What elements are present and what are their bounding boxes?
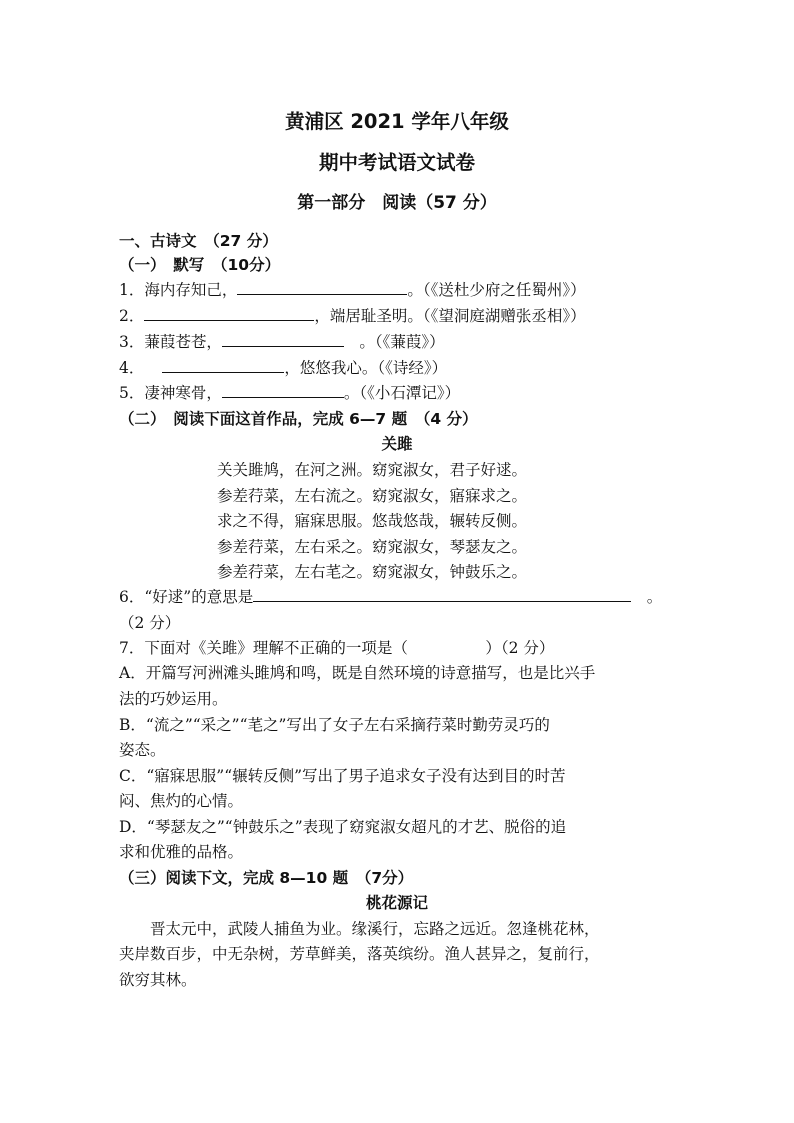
question-3-text: 3．蒹葭苍苍， (119, 333, 222, 351)
question-6-text: 6．“好逑”的意思是 (119, 588, 254, 606)
section2-heading: （二） 阅读下面这首作品，完成 6—7 题 （4 分） (119, 410, 478, 428)
answer-blank-6[interactable] (253, 586, 631, 602)
question-3-source: 。（《蒹葭》） (343, 333, 445, 351)
exam-title-line2: 期中考试语文试卷 (318, 151, 475, 174)
question-1 (119, 278, 794, 300)
question-7-stem: 7．下面对《关雎》理解不正确的一项是（ ）（2 分） (119, 639, 555, 657)
option-b-line1: B．“流之”“采之”“芼之”写出了女子左右采摘荇菜时勤劳灵巧的 (119, 716, 550, 734)
question-1-text: 1．海内存知己， (119, 281, 238, 299)
question-4-text: 4． (119, 359, 145, 377)
poem-line-3: 求之不得，寤寐思服。悠哉悠哉，辗转反侧。 (217, 512, 528, 530)
question-5 (119, 381, 794, 403)
section3-heading: （三）阅读下文，完成 8—10 题 （7分） (119, 869, 414, 887)
passage-title: 桃花源记 (365, 894, 428, 912)
question-2-source: ，端居耻圣明。（《望洞庭湖赠张丞相》） (314, 307, 586, 325)
poem-line-1: 关关雎鸠，在河之洲。窈窕淑女，君子好逑。 (217, 461, 528, 479)
question-4-source: ，悠悠我心。（《诗经》） (284, 359, 448, 377)
exam-title-line1: 黄浦区 2021 学年八年级 (285, 110, 509, 133)
answer-blank-2[interactable] (144, 305, 314, 321)
passage-line-2: 夹岸数百步，中无杂树，芳草鲜美，落英缤纷。渔人甚异之，复前行， (119, 945, 600, 963)
poem-line-2: 参差荇菜，左右流之。窈窕淑女，寤寐求之。 (217, 487, 528, 505)
question-5-text: 5．凄神寒骨， (119, 384, 222, 402)
question-1-source: 。（《送杜少府之任蜀州》） (407, 281, 586, 299)
answer-blank-4[interactable] (162, 357, 284, 373)
section1-sub1-heading: （一） 默写 （10分） (119, 256, 281, 274)
question-3 (119, 330, 794, 352)
question-6-score: （2 分） (119, 614, 181, 632)
answer-blank-1[interactable] (237, 279, 407, 295)
option-c-line1: C．“寤寐思服”“辗转反侧”写出了男子追求女子没有达到目的时苦 (119, 767, 566, 785)
question-4 (119, 356, 794, 378)
question-6-end: 。 (631, 588, 663, 606)
question-5-source: 。（《小石潭记》） (343, 384, 461, 402)
question-2-text: 2． (119, 307, 145, 325)
option-c-line2: 闷、焦灼的心情。 (119, 792, 244, 810)
answer-blank-3[interactable] (222, 331, 344, 347)
option-b-line2: 姿态。 (119, 741, 166, 759)
option-d-line1: D．“琴瑟友之”“钟鼓乐之”表现了窈窕淑女超凡的才艺、脱俗的追 (119, 818, 567, 836)
option-a-line1: A．开篇写河洲滩头雎鸠和鸣，既是自然环境的诗意描写，也是比兴手 (119, 664, 596, 682)
poem-line-5: 参差荇菜，左右芼之。窈窕淑女，钟鼓乐之。 (217, 563, 528, 581)
poem-line-4: 参差荇菜，左右采之。窈窕淑女，琴瑟友之。 (217, 538, 528, 556)
part1-heading: 第一部分 阅读（57 分） (297, 193, 497, 213)
section1-heading: 一、古诗文 （27 分） (119, 232, 278, 250)
question-2 (119, 304, 794, 326)
option-a-line2: 法的巧妙运用。 (119, 690, 228, 708)
option-d-line2: 求和优雅的品格。 (119, 843, 244, 861)
question-6 (119, 585, 794, 607)
passage-line-3: 欲穷其林。 (119, 971, 197, 989)
answer-blank-5[interactable] (222, 382, 344, 398)
poem-title: 关雎 (381, 435, 413, 453)
passage-line-1: 晋太元中，武陵人捕鱼为业。缘溪行，忘路之远近。忽逢桃花林， (119, 920, 600, 938)
